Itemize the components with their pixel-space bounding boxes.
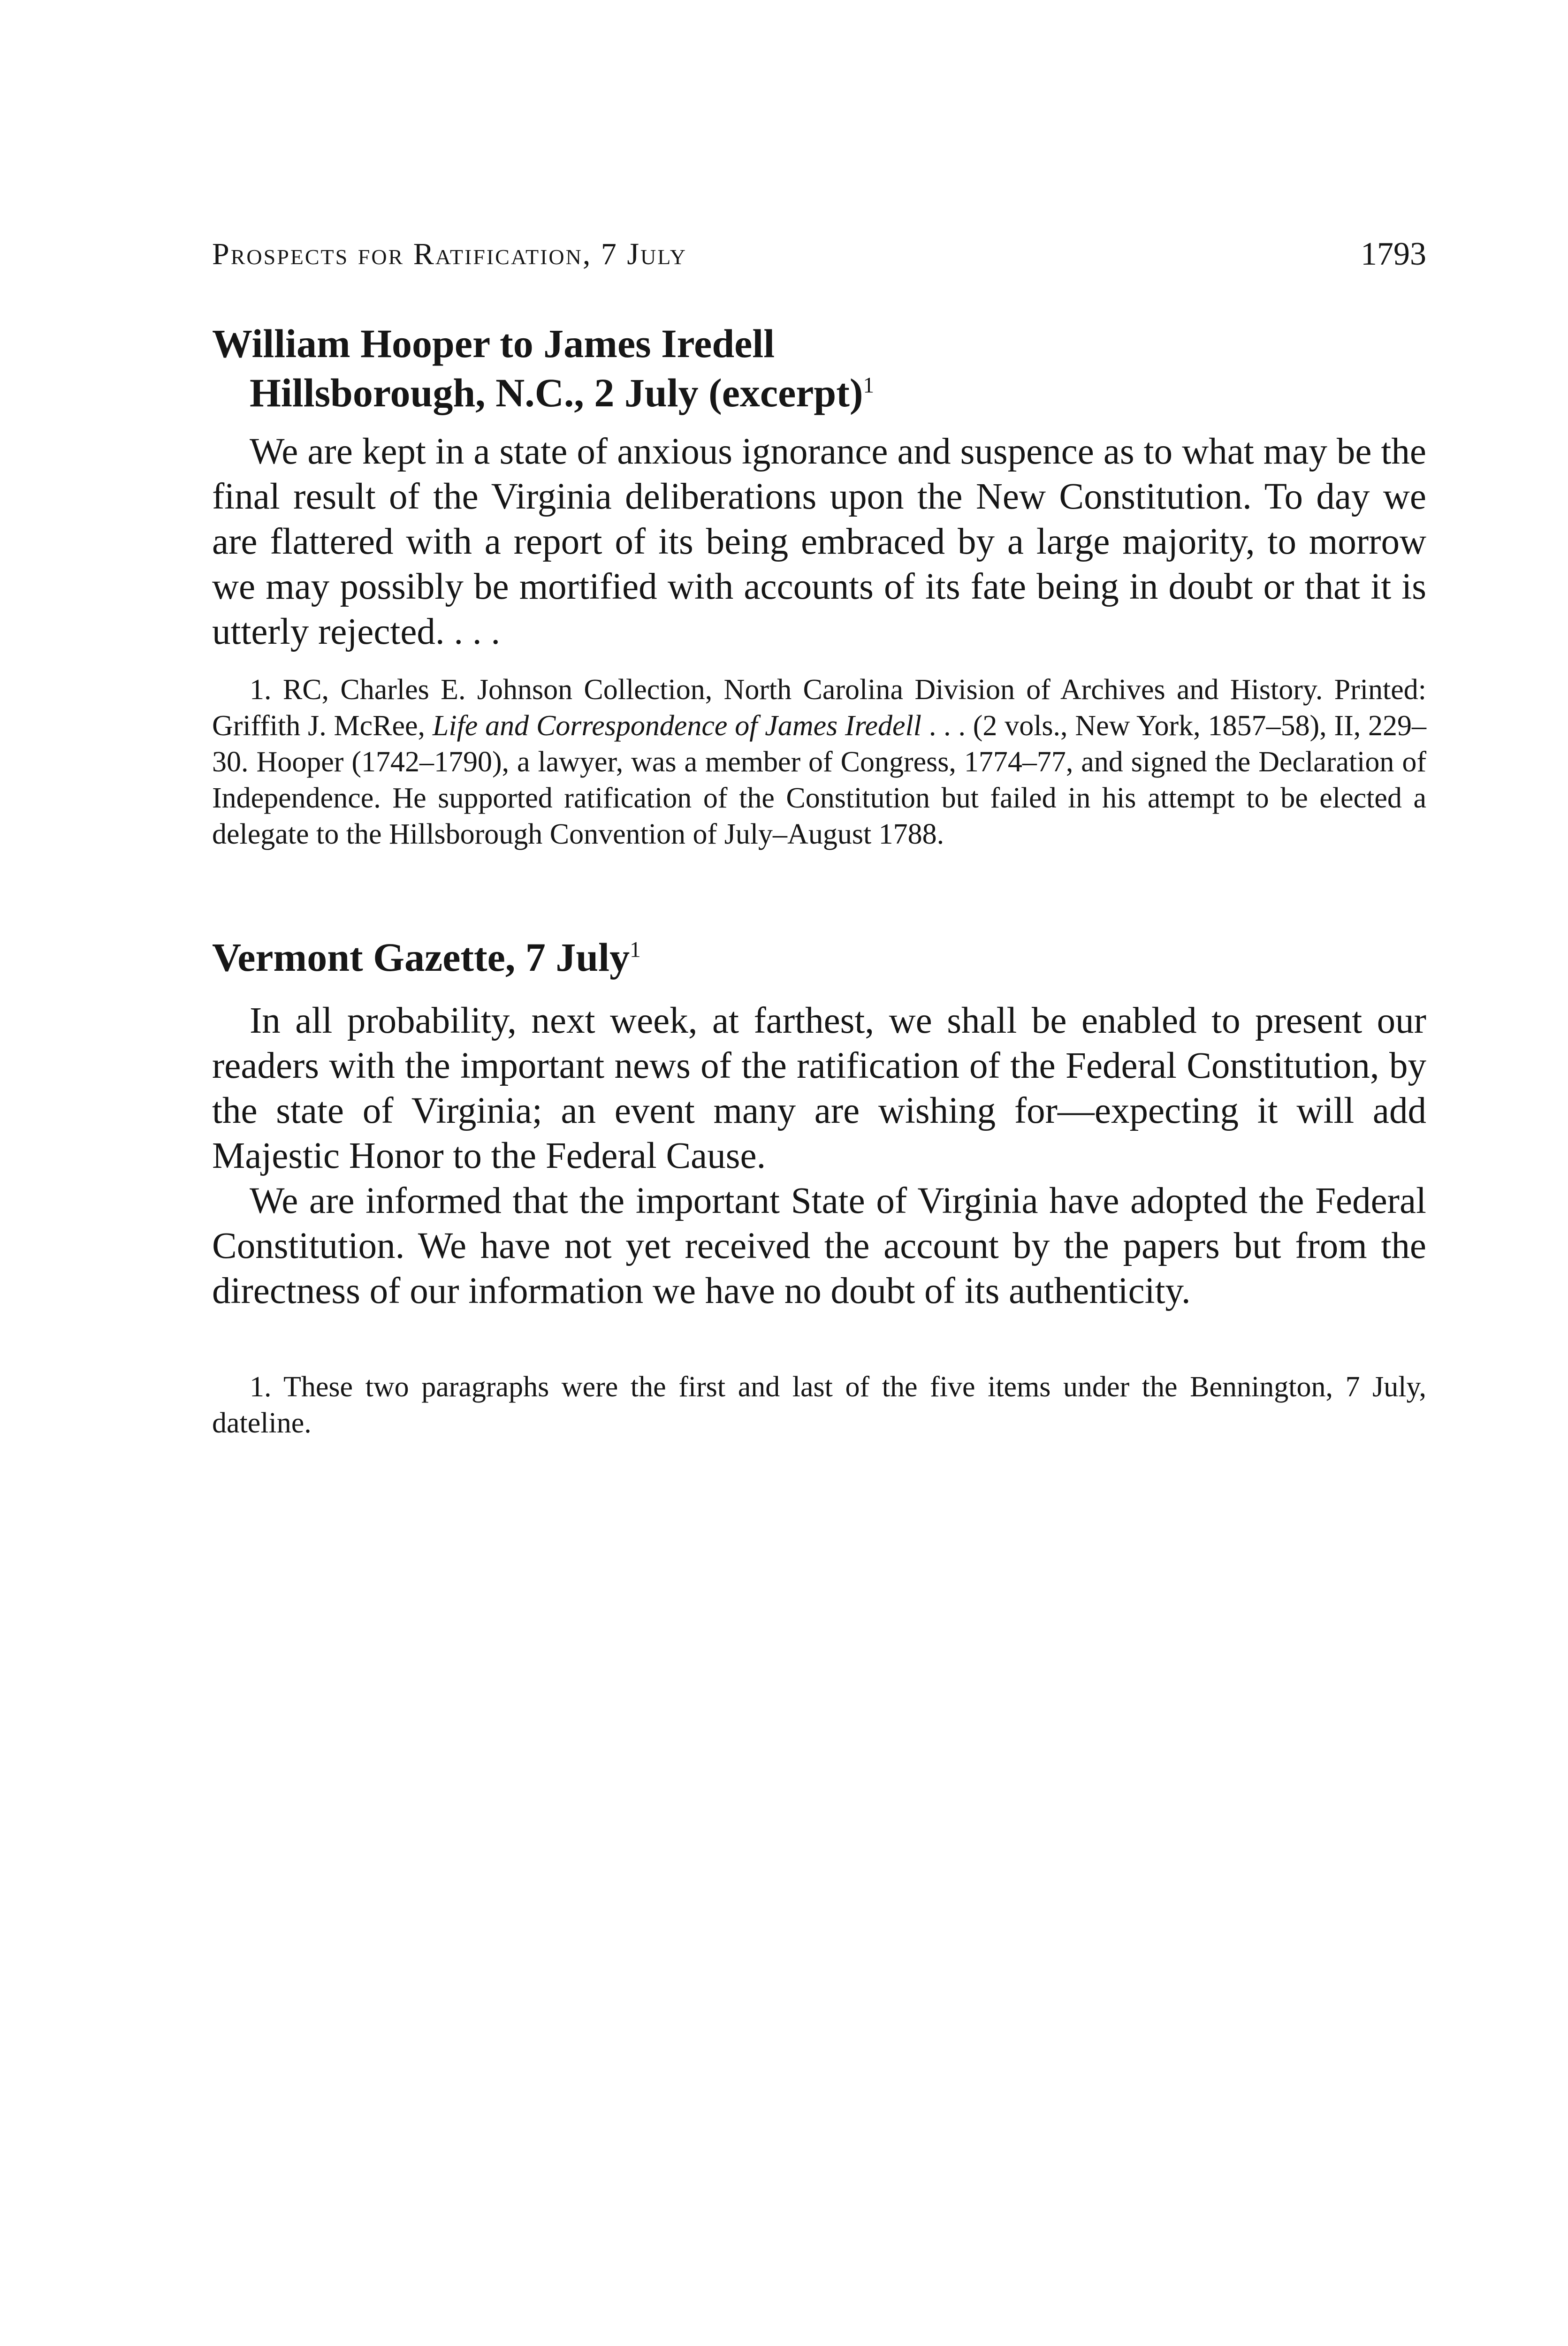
running-head xyxy=(212,231,1426,282)
footnote-marker: 1 xyxy=(630,937,641,962)
paragraph: We are kept in a state of anxious ignorance and suspence as to what may be the final result of the Virginia deliberations upon the New Constitution. To day we are flattered with a report of its being embraced by a large majority, to morrow we may possibly be mortified with accounts of its fate being in doubt or that it is utterly rejected. . . . xyxy=(212,431,1426,652)
book-title: Life and Correspondence of James Iredell xyxy=(432,710,922,742)
running-head-title: Prospects for Ratification, 7 July xyxy=(212,237,687,271)
heading-line-1: Vermont Gazette, 7 July$^1$ xyxy=(212,935,641,980)
footnote-vermont-gazette xyxy=(212,1369,1426,1441)
footnote-hooper xyxy=(212,672,1426,853)
footnote-text: 1. These two paragraphs were the first and last of the five items under the Bennington, 7 July, dateline. xyxy=(212,1371,1426,1439)
footnote-text: 1. RC, Charles E. Johnson Collection, North Carolina Division of Archives and History. Printed: Griffith J. McRee, Life and Correspondence of James Iredell . . . (2 vols., New York, 1857–58), II, 229–30. Hooper (1742–1790), a lawyer, was a member of Congress, 1774–77, and signed the Declaration of Independence. He supported ratification of the Constitution but failed in his attempt to be elected a delegate to the Hillsborough Convention of July–August 1788. xyxy=(212,674,1427,850)
footnote-marker: 1 xyxy=(863,373,875,398)
heading-line-2: Hillsborough, N.C., 2 July (excerpt)$^1$ xyxy=(250,370,875,415)
paragraph: In all probability, next week, at farthest, we shall be enabled to present our readers with the important news of the ratification of the Federal Constitution, by the state of Virginia; an event many are wishing for—expecting it will add Majestic Honor to the Federal Cause. xyxy=(212,1000,1426,1176)
page-number: 1793 xyxy=(1361,236,1426,272)
section-heading-vermont-gazette xyxy=(212,933,1426,982)
heading-line-1: William Hooper to James Iredell xyxy=(212,321,775,366)
paragraph: We are informed that the important State of Virginia have adopted the Federal Constitution. We have not yet received the account by the papers but from the directness of our information we have no doubt of its authenticity. xyxy=(212,1181,1426,1311)
letter-excerpt xyxy=(212,429,1426,655)
section-heading-hooper xyxy=(212,319,1426,418)
gazette-text xyxy=(212,998,1426,1314)
